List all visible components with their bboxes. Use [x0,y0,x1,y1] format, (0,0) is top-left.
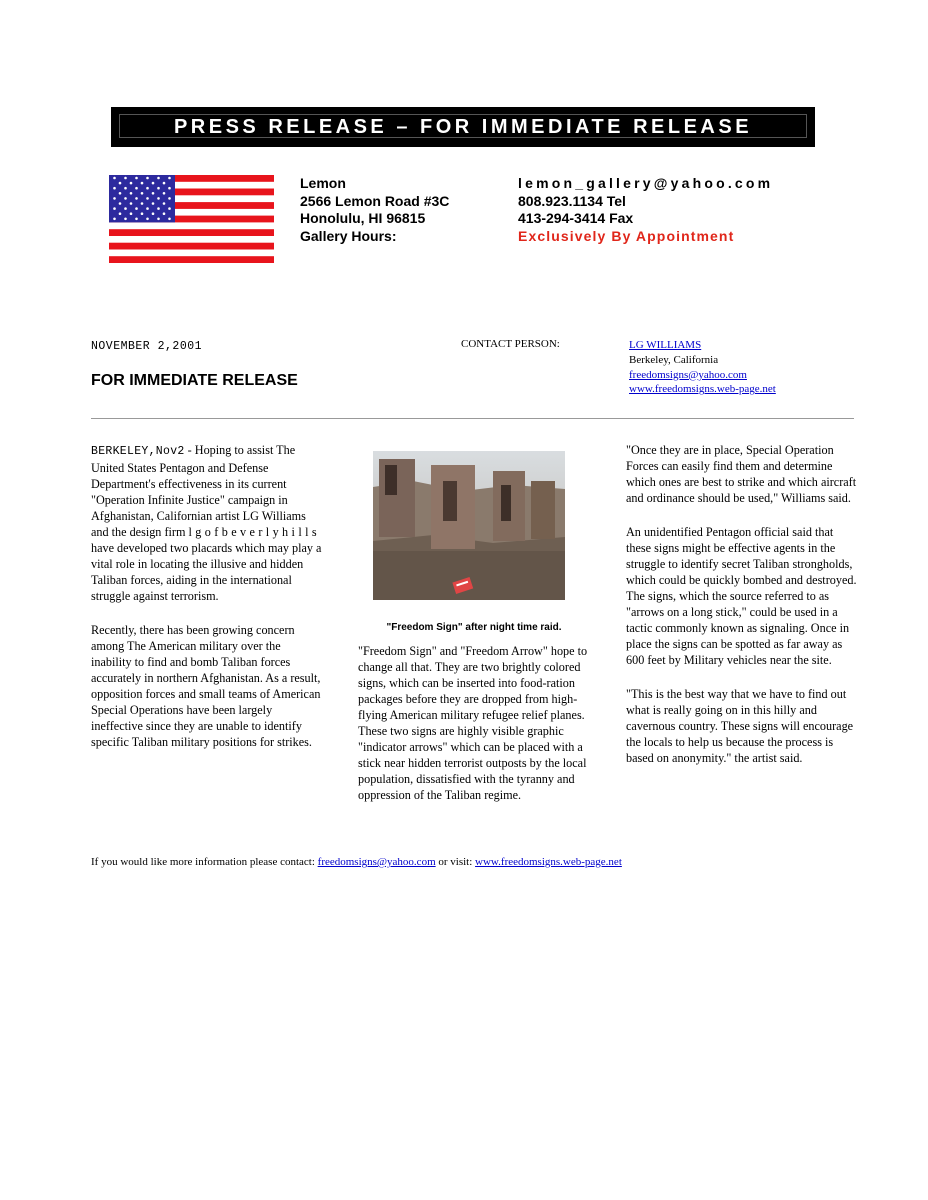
photo-caption: "Freedom Sign" after night time raid. [386,622,562,633]
footer-contact: If you would like more information please contact: freedomsigns@yahoo.com or visit: www.freedomsigns.web-page.net [91,856,622,868]
footer-email-link[interactable]: freedomsigns@yahoo.com [317,856,436,868]
banner-title: PRESS RELEASE – FOR IMMEDIATE RELEASE [119,114,807,138]
gallery-street: 2566 Lemon Road #3C [300,192,450,209]
article-column-3 [626,442,858,784]
paragraph-5: An unidentified Pentagon official said that these signs might be effective agents in the struggle to identify secret Taliban strongholds, which could be quickly bombed and destroyed. The signs, which the source referred to as "arrows on a long stick," could be used in a tactic commonly known as signaling. Once in place the signs can be spotted as far away as 600 feet by Military vehicles near the site. [626,525,857,667]
firm-name: lgofbeverlyhills [188,525,321,539]
us-flag-image [109,175,274,263]
article-column-2 [358,643,590,821]
contact-person-location: Berkeley, California [629,353,719,366]
contact-person-name-link[interactable]: LG WILLIAMS [629,339,702,351]
gallery-email: lemon_gallery@yahoo.com [518,175,774,191]
press-release-banner [111,107,815,147]
release-date: NOVEMBER 2,2001 [91,340,203,353]
contact-person-block [629,338,776,397]
gallery-fax: 413-294-3414 Fax [518,210,634,227]
contact-website-link[interactable]: www.freedomsigns.web-page.net [629,383,776,396]
dateline: BERKELEY,Nov2 [91,445,185,458]
paragraph-6: "This is the best way that we have to find out what is really going on in this hilly and cavernous country. These signs will encourage the locals to help us because the process is based on anonymity." the artist said. [626,687,854,765]
contact-person-label: CONTACT PERSON: [461,338,560,350]
paragraph-4: "Once they are in place, Special Operation Forces can easily find them and determine which ones are best to strike and which aircraft and ordinance should be used," Williams said. [626,443,857,505]
gallery-city: Honolulu, HI 96815 [300,210,426,227]
headline: FOR IMMEDIATE RELEASE [91,372,298,389]
gallery-phone: 808.923.1134 Tel [518,192,626,209]
paragraph-1: BERKELEY,Nov2 - Hoping to assist The United States Pentagon and Defense Department's effectiveness in its current "Operation Infinite Justice" campaign in Afghanistan, Californian artist LG Williams and the design firm lgofbeverlyhills have developed two placards which may play a vital role in locating the illusive and hidden Taliban forces, aiding in the international struggle against terrorism. [91,443,322,603]
footer-website-link[interactable]: www.freedomsigns.web-page.net [475,856,622,868]
contact-email-link[interactable]: freedomsigns@yahoo.com [629,368,747,381]
paragraph-3: "Freedom Sign" and "Freedom Arrow" hope to change all that. They are two brightly colored signs, which can be inserted into food-ration packages before they are dropped from high-flying American military refugee relief planes. These two signs are highly visible graphic "indicator arrows" which can be placed with a stick near hidden terrorist outposts by the local population, dissatisfied with the tyranny and oppression of the Taliban regime. [358,644,588,802]
freedom-sign-photo [373,451,565,600]
divider [91,418,854,419]
gallery-address [300,175,449,245]
gallery-hours-value: Exclusively By Appointment [518,227,735,244]
article-column-1 [91,442,323,768]
gallery-name: Lemon [300,175,346,191]
gallery-contact [518,175,773,245]
gallery-hours-label: Gallery Hours: [300,227,397,244]
paragraph-2: Recently, there has been growing concern among The American military over the inability to find and bomb Taliban forces accurately in northern Afghanistan. As a result, opposition forces and small teams of American Special Operations have been largely ineffective since they are unable to identify specific Taliban military positions for strikes. [91,623,321,749]
